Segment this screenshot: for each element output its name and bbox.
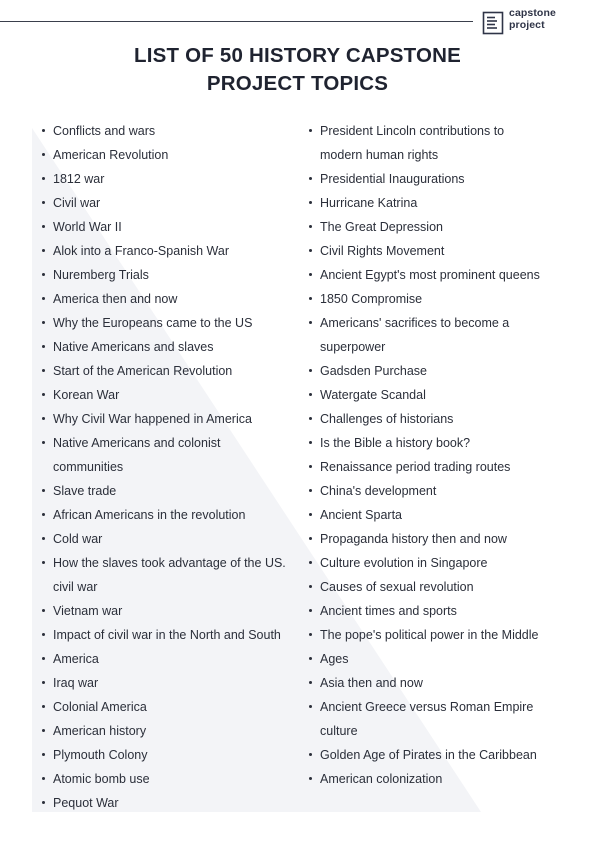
list-item: Nuremberg Trials [40,263,308,287]
list-item: Ancient Greece versus Roman Empire [307,695,569,719]
list-item: Propaganda history then and now [307,527,569,551]
list-item: Impact of civil war in the North and South [40,623,308,647]
list-item: Why Civil War happened in America [40,407,308,431]
list-item: civil war [53,580,98,594]
list-item: superpower [320,340,386,354]
list-item: America [40,647,308,671]
list-item: Hurricane Katrina [307,191,569,215]
list-item: Ancient Egypt's most prominent queens [307,263,569,287]
list-item: Watergate Scandal [307,383,569,407]
topic-list-left [40,119,308,815]
list-item: Native Americans and colonist [40,431,308,455]
list-item: Vietnam war [40,599,308,623]
list-item: Atomic bomb use [40,767,308,791]
list-item: Native Americans and slaves [40,335,308,359]
list-item: Iraq war [40,671,308,695]
list-item: Ancient Sparta [307,503,569,527]
list-item: Alok into a Franco-Spanish War [40,239,308,263]
list-item: Pequot War [40,791,308,815]
list-item: Golden Age of Pirates in the Caribbean [307,743,569,767]
list-item: 1812 war [40,167,308,191]
list-item: Causes of sexual revolution [307,575,569,599]
list-item: culture [320,724,358,738]
list-item: Asia then and now [307,671,569,695]
list-item: The Great Depression [307,215,569,239]
list-item: American colonization [307,767,569,791]
list-item: Why the Europeans came to the US [40,311,308,335]
list-item: Gadsden Purchase [307,359,569,383]
list-item: How the slaves took advantage of the US. [40,551,308,575]
list-item: Ancient times and sports [307,599,569,623]
list-item: Americans' sacrifices to become a [307,311,569,335]
list-item: Culture evolution in Singapore [307,551,569,575]
list-item: Colonial America [40,695,308,719]
list-item: Challenges of historians [307,407,569,431]
page-title [0,42,595,98]
brand-name [509,7,556,31]
list-item: Civil war [40,191,308,215]
list-item: America then and now [40,287,308,311]
list-item: African Americans in the revolution [40,503,308,527]
list-item: China's development [307,479,569,503]
list-item: The pope's political power in the Middle [307,623,569,647]
list-item: Is the Bible a history book? [307,431,569,455]
header-rule [0,21,473,22]
list-item: Slave trade [40,479,308,503]
list-item: Presidential Inaugurations [307,167,569,191]
list-item: American Revolution [40,143,308,167]
list-item: Cold war [40,527,308,551]
list-item: Ages [307,647,569,671]
list-item: Start of the American Revolution [40,359,308,383]
brand-name-line2: project [509,19,545,31]
list-item: American history [40,719,308,743]
list-item: modern human rights [320,148,439,162]
list-item: President Lincoln contributions to [307,119,569,143]
list-item: Plymouth Colony [40,743,308,767]
list-item: communities [53,460,124,474]
page-title-line2: PROJECT TOPICS [206,72,389,95]
list-item: Renaissance period trading routes [307,455,569,479]
list-item: World War II [40,215,308,239]
list-item: Korean War [40,383,308,407]
list-item: Civil Rights Movement [307,239,569,263]
brand-name-line1: capstone [509,7,556,19]
list-item: 1850 Compromise [307,287,569,311]
page-title-line1: LIST OF 50 HISTORY CAPSTONE [133,44,461,67]
list-item: Conflicts and wars [40,119,308,143]
document-lines-icon [482,11,506,35]
brand-logo [482,7,556,35]
topic-list-right [307,119,569,791]
